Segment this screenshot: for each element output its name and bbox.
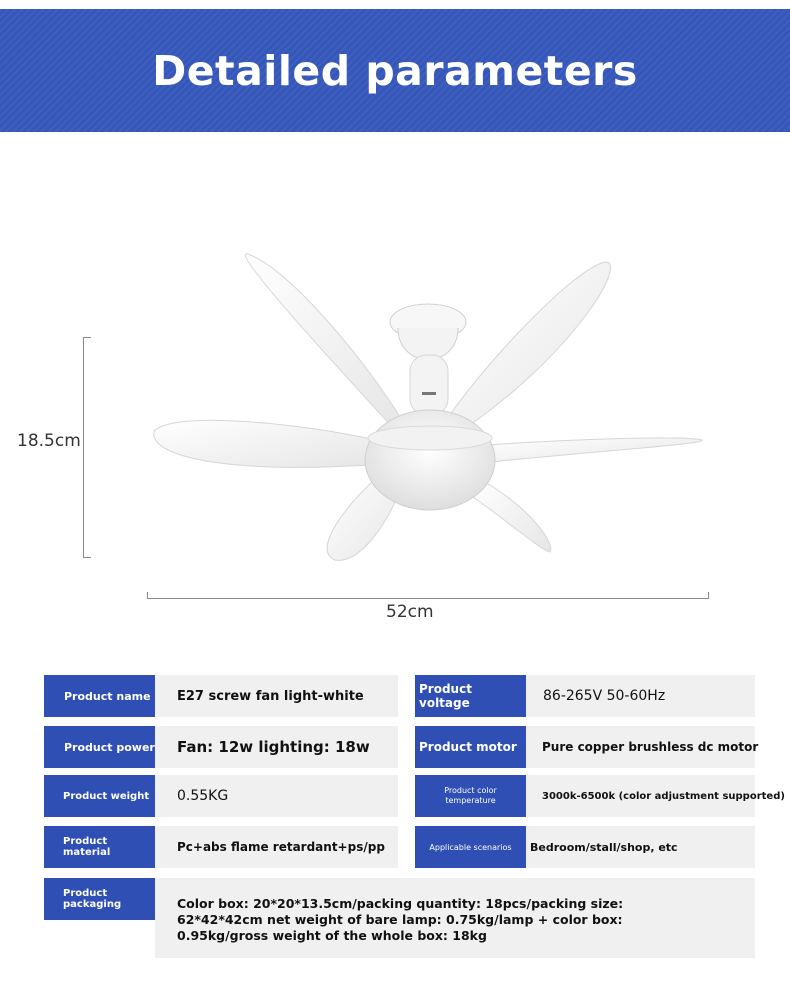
width-dimension-line <box>147 592 709 599</box>
param-row-product-color-temperature <box>415 775 785 817</box>
param-label: Product motor <box>415 726 526 768</box>
param-row-product-packaging <box>44 878 755 958</box>
fan-blade <box>470 482 551 552</box>
param-label-line: temperature <box>445 796 496 805</box>
param-value <box>177 896 623 944</box>
param-label-line: Product <box>63 836 108 847</box>
height-label: 18.5cm <box>17 431 81 451</box>
param-label: Product weight <box>44 775 155 817</box>
param-row-product-name <box>44 675 398 717</box>
width-label: 52cm <box>386 602 434 622</box>
param-value: 86-265V 50-60Hz <box>543 688 666 704</box>
param-value: Pure copper brushless dc motor <box>542 740 759 754</box>
param-label-line: Product <box>63 888 108 899</box>
param-row-product-material <box>44 826 398 868</box>
param-label <box>44 878 155 920</box>
param-value: Fan: 12w lighting: 18w <box>177 738 370 756</box>
param-label <box>415 775 526 817</box>
param-value-line: 0.95kg/gross weight of the whole box: 18kg <box>177 928 487 943</box>
param-value: 0.55KG <box>177 788 229 804</box>
param-label-line: Product color <box>444 786 497 795</box>
fan-blade <box>485 438 702 462</box>
fan-blade <box>440 262 611 435</box>
param-label-line: material <box>63 847 111 858</box>
fan-light-body <box>365 410 495 510</box>
param-label: Product voltage <box>415 675 526 717</box>
param-row-product-weight <box>44 775 398 817</box>
page-title: Detailed parameters <box>152 47 638 95</box>
param-label: Product name <box>44 675 155 717</box>
param-value: Bedroom/stall/shop, etc <box>530 840 678 854</box>
param-label: Product power <box>44 726 155 768</box>
param-value-line: 62*42*42cm net weight of bare lamp: 0.75kg/lamp + color box: <box>177 912 623 927</box>
param-value: Pc+abs flame retardant+ps/pp <box>177 840 385 854</box>
fan-blade <box>154 420 375 467</box>
height-dimension-line <box>83 337 92 558</box>
param-value: E27 screw fan light-white <box>177 688 364 704</box>
ceiling-fan-illustration <box>140 250 715 570</box>
param-row-product-power <box>44 726 398 768</box>
header-banner <box>0 9 790 132</box>
param-row-applicable-scenarios <box>415 826 755 868</box>
param-value-line: Color box: 20*20*13.5cm/packing quantity: 18pcs/packing size: <box>177 896 624 911</box>
param-label-line: packaging <box>63 899 122 910</box>
fan-blade <box>245 254 402 430</box>
param-label <box>44 826 155 868</box>
param-value: 3000k-6500k (color adjustment supported) <box>542 790 785 802</box>
param-row-product-motor <box>415 726 759 768</box>
param-label: Applicable scenarios <box>415 826 526 868</box>
param-row-product-voltage <box>415 675 755 717</box>
